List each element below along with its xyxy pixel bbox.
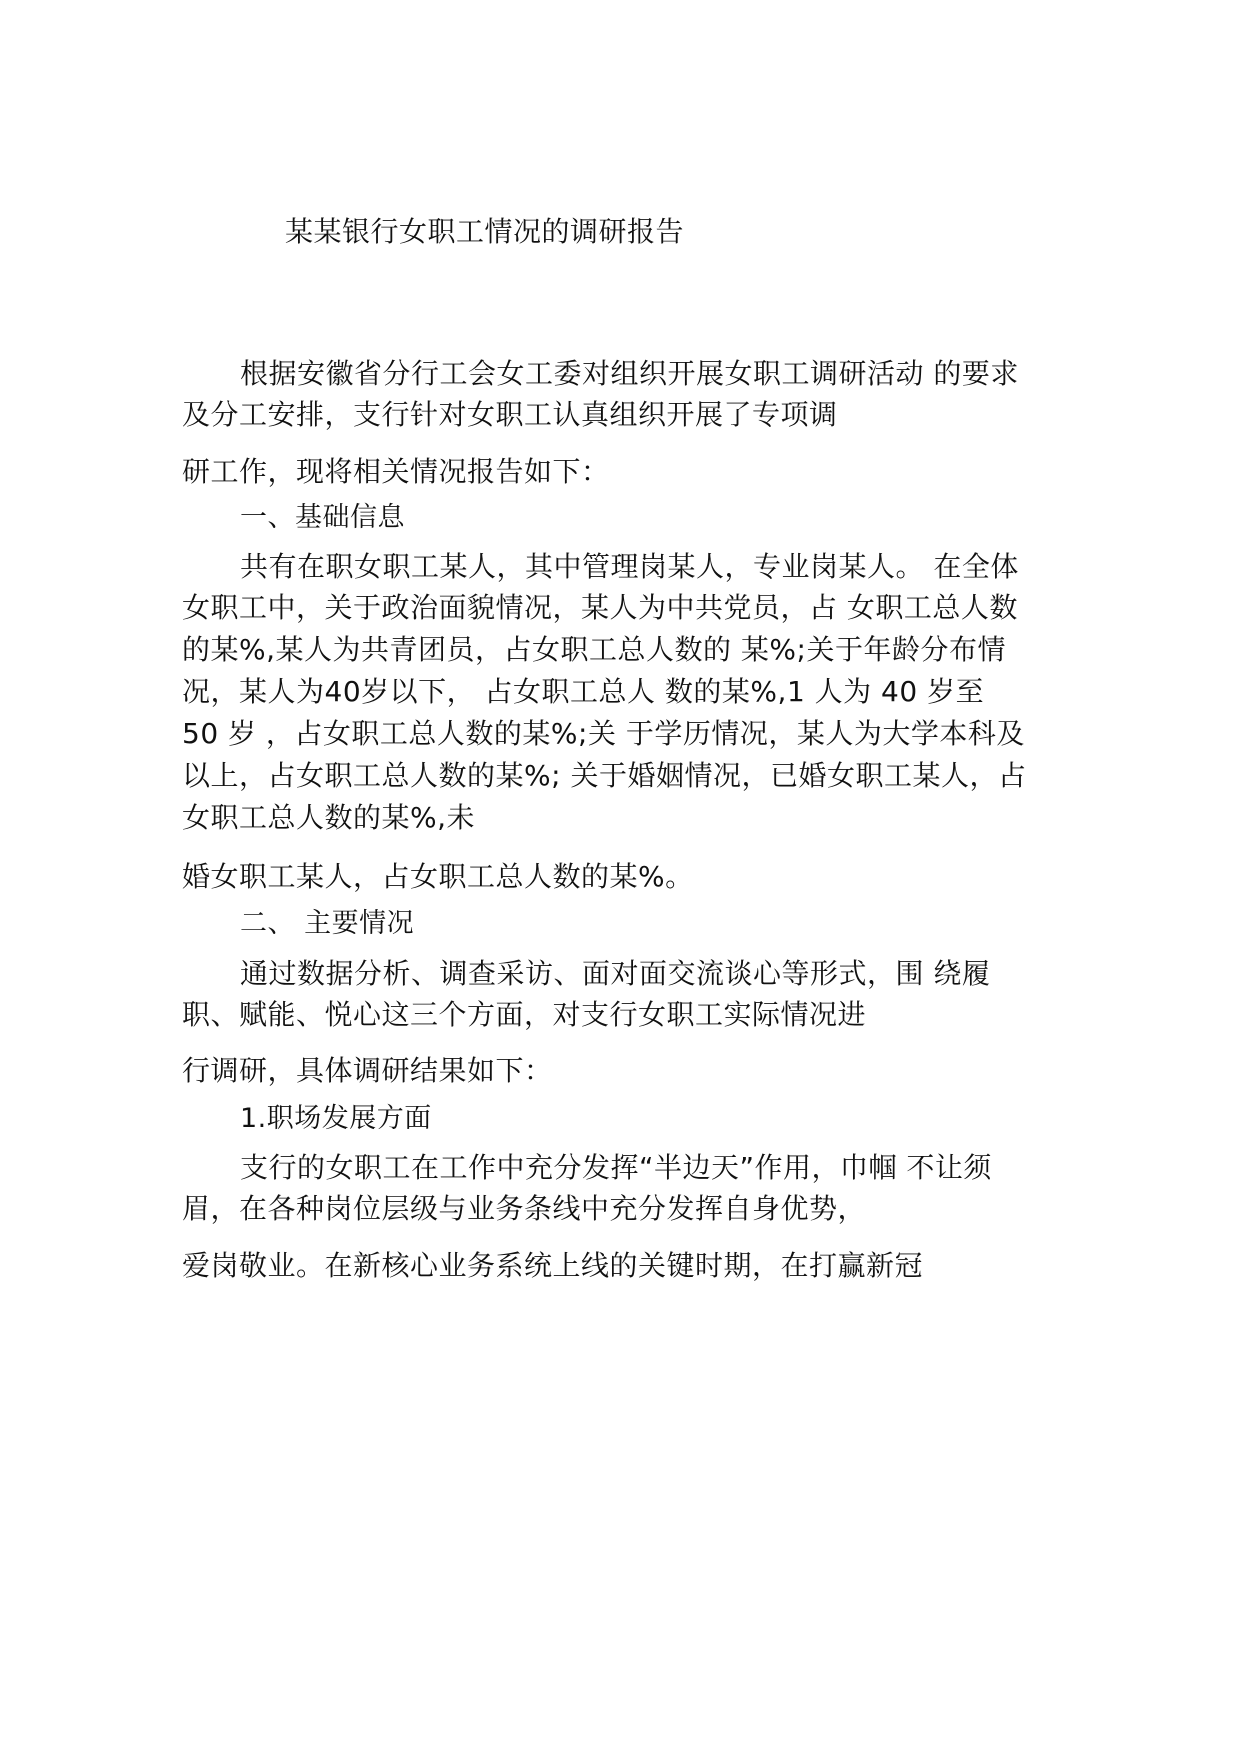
basic-info-line-3: 的某%,某人为共青团员，占女职工总人数的 某%;关于年龄分布情 xyxy=(182,633,1006,666)
main-situation-line-2: 职、赋能、悦心这三个方面，对支行女职工实际情况进 xyxy=(182,998,867,1031)
basic-info-line-4: 况，某人为40岁以下， 占女职工总人 数的某%,1 人为 40 岁至 xyxy=(182,675,985,708)
intro-line-3: 研工作，现将相关情况报告如下： xyxy=(182,455,610,488)
basic-info-line-5: 50 岁 ，占女职工总人数的某%;关 于学历情况，某人为大学本科及 xyxy=(182,717,1025,750)
main-situation-line-1: 通过数据分析、调查采访、面对面交流谈心等形式，围 绕履 xyxy=(240,957,991,990)
intro-line-1: 根据安徽省分行工会女工委对组织开展女职工调研活动 的要求 xyxy=(240,357,1019,390)
document-title: 某某银行女职工情况的调研报告 xyxy=(285,215,685,248)
basic-info-line-2: 女职工中，关于政治面貌情况，某人为中共党员，占 女职工总人数 xyxy=(182,591,1018,624)
basic-info-line-1: 共有在职女职工某人，其中管理岗某人，专业岗某人。 在全体 xyxy=(240,550,1019,583)
section-heading-basic-info: 一、基础信息 xyxy=(240,502,405,533)
subsection-heading-career: 1.职场发展方面 xyxy=(240,1103,432,1134)
basic-info-line-6: 以上，占女职工总人数的某%; 关于婚姻情况，已婚女职工某人，占 xyxy=(182,759,1027,792)
basic-info-line-8: 婚女职工某人，占女职工总人数的某%。 xyxy=(182,860,694,893)
basic-info-line-7: 女职工总人数的某%,未 xyxy=(182,801,476,834)
intro-line-2: 及分工安排，支行针对女职工认真组织开展了专项调 xyxy=(182,398,838,431)
career-line-3: 爱岗敬业。在新核心业务系统上线的关键时期，在打赢新冠 xyxy=(182,1249,924,1282)
main-situation-line-3: 行调研，具体调研结果如下： xyxy=(182,1054,553,1087)
section-heading-main-situation: 二、 主要情况 xyxy=(240,908,415,939)
career-line-1: 支行的女职工在工作中充分发挥“半边天”作用，巾帼 不让须 xyxy=(240,1151,992,1184)
career-line-2: 眉，在各种岗位层级与业务条线中充分发挥自身优势， xyxy=(182,1192,867,1225)
